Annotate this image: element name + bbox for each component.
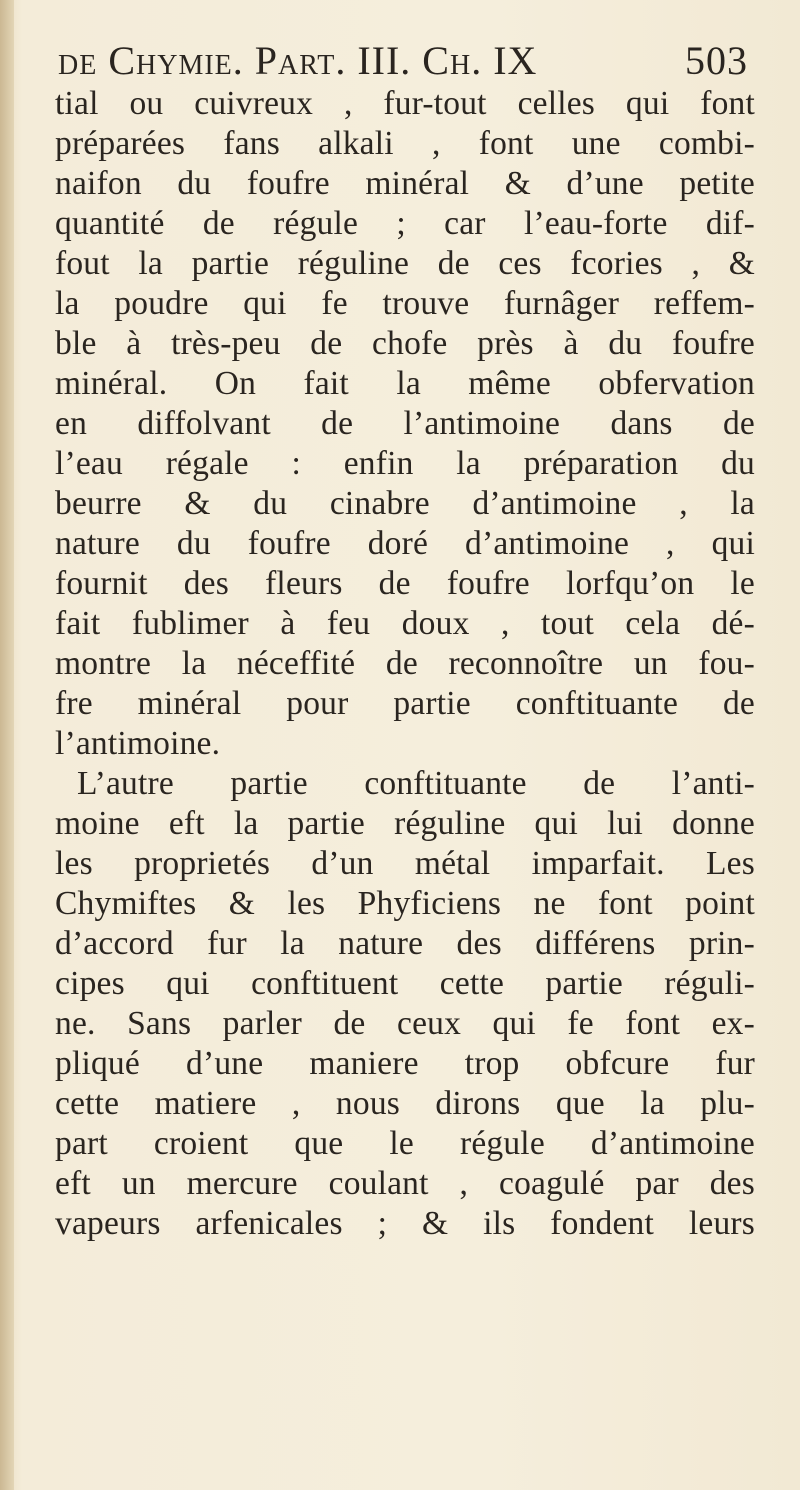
- text-line: préparées fans alkali , font une combi-: [55, 125, 755, 162]
- running-header: [58, 36, 748, 86]
- text-line: d’accord fur la nature des différens prin-: [55, 925, 755, 962]
- text-line: minéral. On fait la même obfervation: [55, 365, 755, 402]
- text-line: les proprietés d’un métal imparfait. Les: [55, 845, 755, 882]
- text-line: moine eft la partie réguline qui lui donne: [55, 805, 755, 842]
- text-line: fournit des fleurs de foufre lorfqu’on le: [55, 565, 755, 602]
- page-gutter: [0, 0, 14, 1490]
- text-line: ne. Sans parler de ceux qui fe font ex-: [55, 1005, 755, 1042]
- text-line: l’eau régale : enfin la préparation du: [55, 445, 755, 482]
- text-line: part croient que le régule d’antimoine: [55, 1125, 755, 1162]
- text-line: vapeurs arfenicales ; & ils fondent leurs: [55, 1205, 755, 1242]
- text-line: fre minéral pour partie conftituante de: [55, 685, 755, 722]
- text-line: en diffolvant de l’antimoine dans de: [55, 405, 755, 442]
- text-line: quantité de régule ; car l’eau-forte dif-: [55, 205, 755, 242]
- text-line: eft un mercure coulant , coagulé par des: [55, 1165, 755, 1202]
- text-line: fout la partie réguline de ces fcories , &: [55, 245, 755, 282]
- text-line: Chymiftes & les Phyficiens ne font point: [55, 885, 755, 922]
- text-line: nature du foufre doré d’antimoine , qui: [55, 525, 755, 562]
- text-line: cette matiere , nous dirons que la plu-: [55, 1085, 755, 1122]
- paragraph-start-line: L’autre partie conftituante de l’anti-: [77, 765, 755, 802]
- text-line: la poudre qui fe trouve furnâger reffem-: [55, 285, 755, 322]
- text-line: montre la néceffité de reconnoître un fou-: [55, 645, 755, 682]
- body-text: [55, 84, 755, 1244]
- text-line: cipes qui conftituent cette partie réguli-: [55, 965, 755, 1002]
- page-number: 503: [685, 38, 748, 83]
- text-line: tial ou cuivreux , fur-tout celles qui font: [55, 85, 755, 122]
- text-line: l’antimoine.: [55, 725, 221, 762]
- running-title: de Chymie. Part. III. Ch. IX: [58, 38, 538, 83]
- text-line: ble à très-peu de chofe près à du foufre: [55, 325, 755, 362]
- text-line: beurre & du cinabre d’antimoine , la: [55, 485, 755, 522]
- text-line: fait fublimer à feu doux , tout cela dé-: [55, 605, 755, 642]
- text-line: pliqué d’une maniere trop obfcure fur: [55, 1045, 755, 1082]
- text-line: naifon du foufre minéral & d’une petite: [55, 165, 755, 202]
